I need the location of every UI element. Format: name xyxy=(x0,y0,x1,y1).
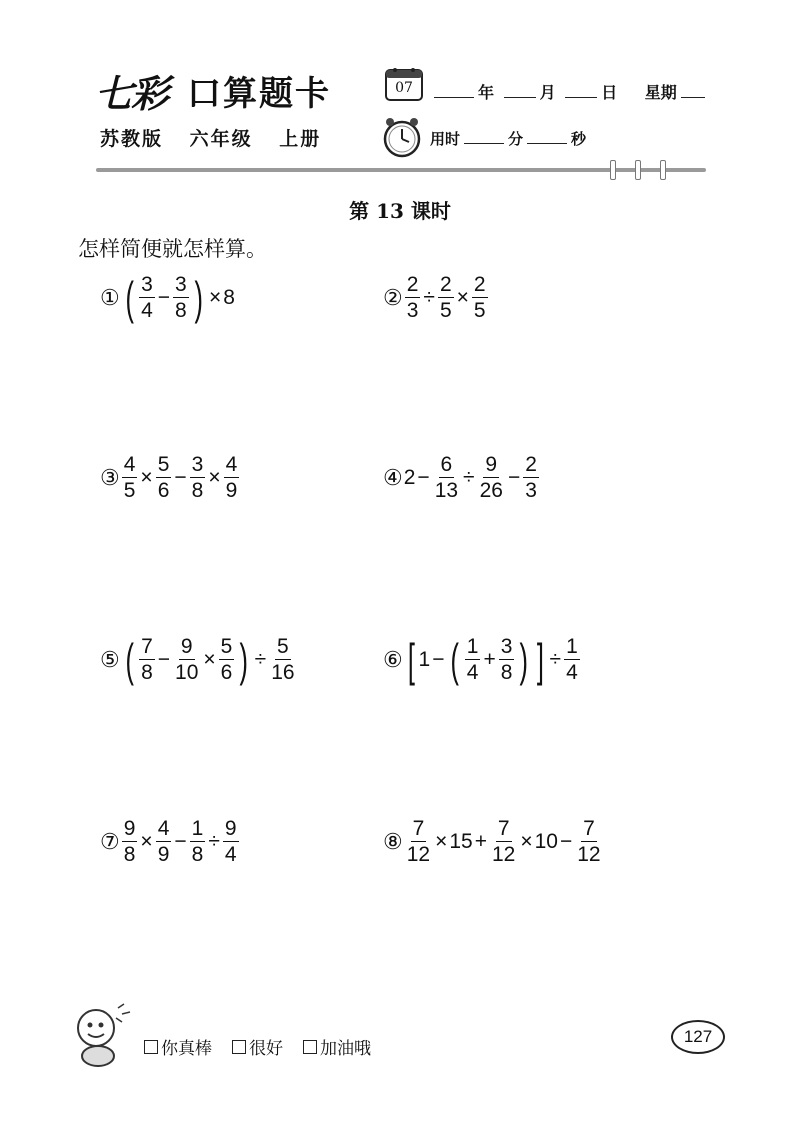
denominator: 26 xyxy=(479,479,503,502)
fraction xyxy=(156,818,172,865)
problem-5 xyxy=(100,633,298,686)
operator: + xyxy=(483,647,496,671)
operator: × xyxy=(520,829,533,853)
problem-4 xyxy=(383,454,540,501)
mascot-icon xyxy=(70,1000,136,1070)
operator: − xyxy=(157,647,171,671)
denominator: 6 xyxy=(157,479,170,502)
fraction xyxy=(575,818,602,865)
whole-number: 1 xyxy=(418,647,431,671)
minute-blank[interactable] xyxy=(464,129,504,144)
operator: − xyxy=(559,829,573,853)
fraction xyxy=(219,636,235,683)
operator: + xyxy=(474,829,487,853)
denominator: 5 xyxy=(473,299,486,322)
grade: 六年级 xyxy=(189,128,253,150)
fraction xyxy=(173,636,200,683)
numerator: 9 xyxy=(123,817,136,840)
problem-8 xyxy=(383,818,604,865)
numerator: 4 xyxy=(123,453,136,476)
operator: − xyxy=(157,285,171,309)
time-fill-line xyxy=(430,128,586,149)
numerator: 9 xyxy=(180,635,193,658)
volume: 上册 xyxy=(279,128,322,150)
fraction xyxy=(190,454,206,501)
year-blank[interactable] xyxy=(434,83,474,98)
edition: 苏教版 xyxy=(100,128,164,150)
weekday-blank[interactable] xyxy=(681,83,705,98)
denominator: 9 xyxy=(225,479,238,502)
problem-number: ③ xyxy=(100,464,120,490)
operator: ÷ xyxy=(208,829,220,853)
operator: ÷ xyxy=(423,285,435,309)
rating-option-keep-going[interactable]: 加油哦 xyxy=(303,1034,371,1059)
fraction xyxy=(224,454,240,501)
operator: × xyxy=(140,829,153,853)
numerator: 7 xyxy=(412,817,425,840)
problem-number: ⑦ xyxy=(100,828,120,854)
operator: − xyxy=(507,465,521,489)
problem-number: ⑥ xyxy=(383,646,403,672)
brand-logo: 七彩 xyxy=(95,71,168,116)
denominator: 4 xyxy=(224,843,237,866)
brand-title: 口算题卡 xyxy=(187,74,331,114)
month-label: 月 xyxy=(539,83,556,102)
problem-number: ④ xyxy=(383,464,403,490)
denominator: 4 xyxy=(141,299,153,322)
second-label: 秒 xyxy=(571,130,587,148)
numerator: 1 xyxy=(466,635,479,658)
denominator: 4 xyxy=(566,661,578,684)
denominator: 4 xyxy=(466,661,479,684)
numerator: 4 xyxy=(225,453,238,476)
problem-7 xyxy=(100,818,240,865)
fraction xyxy=(433,454,460,501)
second-blank[interactable] xyxy=(527,129,567,144)
right-bracket: ] xyxy=(536,633,544,686)
whole-number: 8 xyxy=(223,285,235,309)
calendar-day: 07 xyxy=(395,80,413,96)
binder-ring-icon xyxy=(610,160,616,180)
denominator: 9 xyxy=(157,843,170,866)
fraction xyxy=(269,636,296,683)
denominator: 8 xyxy=(123,843,136,866)
operator: × xyxy=(140,465,153,489)
whole-number: 10 xyxy=(534,829,558,853)
denominator: 5 xyxy=(123,479,136,502)
operator: − xyxy=(432,647,445,671)
numerator: 3 xyxy=(500,635,513,658)
page-number: 127 xyxy=(671,1020,725,1054)
denominator: 12 xyxy=(577,843,601,866)
left-paren: ( xyxy=(125,633,134,686)
whole-number: 15 xyxy=(449,829,473,853)
left-paren: ( xyxy=(125,271,134,324)
denominator: 6 xyxy=(220,661,233,684)
numerator: 2 xyxy=(525,453,537,476)
numerator: 2 xyxy=(439,273,452,296)
rating-option-great[interactable]: 你真棒 xyxy=(144,1034,212,1059)
right-paren: ) xyxy=(239,633,249,686)
operator: − xyxy=(417,465,430,489)
numerator: 3 xyxy=(191,453,204,476)
fraction xyxy=(122,818,138,865)
fraction xyxy=(173,274,189,321)
clock-icon xyxy=(381,116,423,158)
denominator: 13 xyxy=(434,479,459,502)
fraction xyxy=(190,818,206,865)
binder-ring-icon xyxy=(635,160,641,180)
numerator: 5 xyxy=(220,635,233,658)
numerator: 2 xyxy=(473,273,486,296)
operator: − xyxy=(174,829,187,853)
denominator: 8 xyxy=(191,843,204,866)
whole-number: 2 xyxy=(403,465,416,489)
problem-6 xyxy=(383,633,581,686)
operator: × xyxy=(208,465,221,489)
fraction xyxy=(122,454,138,501)
fraction xyxy=(405,274,421,321)
minute-label: 分 xyxy=(508,130,524,148)
numerator: 7 xyxy=(141,635,153,658)
fraction xyxy=(139,636,155,683)
edition-line xyxy=(100,124,339,151)
operator: ÷ xyxy=(549,647,562,671)
denominator: 12 xyxy=(491,843,516,866)
day-label: 日 xyxy=(601,83,618,102)
numerator: 4 xyxy=(157,817,170,840)
fraction xyxy=(490,818,517,865)
rating-options xyxy=(144,1034,371,1059)
month-blank[interactable] xyxy=(504,83,536,98)
numerator: 1 xyxy=(191,817,204,840)
day-blank[interactable] xyxy=(565,83,597,98)
denominator: 12 xyxy=(406,843,431,866)
fraction xyxy=(564,636,580,683)
denominator: 10 xyxy=(175,661,199,684)
problem-2 xyxy=(383,274,489,321)
problem-1 xyxy=(100,271,235,324)
operator: × xyxy=(203,647,216,671)
numerator: 5 xyxy=(277,635,289,658)
numerator: 1 xyxy=(566,635,578,658)
left-paren: ( xyxy=(450,633,460,686)
denominator: 8 xyxy=(191,479,204,502)
problem-3 xyxy=(100,454,240,501)
calendar-icon xyxy=(384,66,424,102)
checkbox[interactable] xyxy=(144,1040,158,1054)
denominator: 3 xyxy=(406,299,419,322)
denominator: 8 xyxy=(141,661,153,684)
date-fill-line xyxy=(430,80,709,103)
brand-header xyxy=(95,72,365,116)
fraction xyxy=(478,454,505,501)
fraction xyxy=(156,454,172,501)
numerator: 7 xyxy=(497,817,510,840)
operator: × xyxy=(456,285,469,309)
right-paren: ) xyxy=(194,271,203,324)
denominator: 8 xyxy=(500,661,513,684)
fraction xyxy=(405,818,432,865)
checkbox[interactable] xyxy=(232,1040,246,1054)
left-bracket: [ xyxy=(407,633,415,686)
binder-ring-icon xyxy=(660,160,666,180)
right-paren: ) xyxy=(519,633,529,686)
instruction: 怎样简便就怎样算。 xyxy=(78,237,267,261)
operator: × xyxy=(209,285,222,309)
numerator: 7 xyxy=(583,817,595,840)
checkbox[interactable] xyxy=(303,1040,317,1054)
lesson-title: 第 13 课时 xyxy=(349,199,451,223)
problem-number: ⑧ xyxy=(383,828,403,854)
numerator: 9 xyxy=(485,453,498,476)
numerator: 2 xyxy=(406,273,419,296)
operator: × xyxy=(435,829,448,853)
denominator: 8 xyxy=(175,299,187,322)
numerator: 5 xyxy=(157,453,170,476)
problem-number: ② xyxy=(383,284,403,310)
operator: ÷ xyxy=(463,465,475,489)
denominator: 16 xyxy=(271,661,295,684)
denominator: 3 xyxy=(525,479,537,502)
fraction xyxy=(139,274,155,321)
numerator: 6 xyxy=(440,453,453,476)
fraction xyxy=(223,818,239,865)
operator: ÷ xyxy=(254,647,267,671)
operator: − xyxy=(174,465,187,489)
weekday-label: 星期 xyxy=(644,83,677,102)
problem-number: ① xyxy=(100,284,120,310)
fraction xyxy=(499,636,515,683)
numerator: 3 xyxy=(175,273,187,296)
fraction xyxy=(465,636,481,683)
problem-number: ⑤ xyxy=(100,646,120,672)
fraction xyxy=(472,274,488,321)
rating-option-good[interactable]: 很好 xyxy=(232,1034,283,1059)
fraction xyxy=(438,274,454,321)
numerator: 3 xyxy=(141,273,153,296)
fraction xyxy=(523,454,539,501)
denominator: 5 xyxy=(439,299,452,322)
numerator: 9 xyxy=(224,817,237,840)
time-label: 用时 xyxy=(430,130,461,148)
year-label: 年 xyxy=(478,83,495,102)
